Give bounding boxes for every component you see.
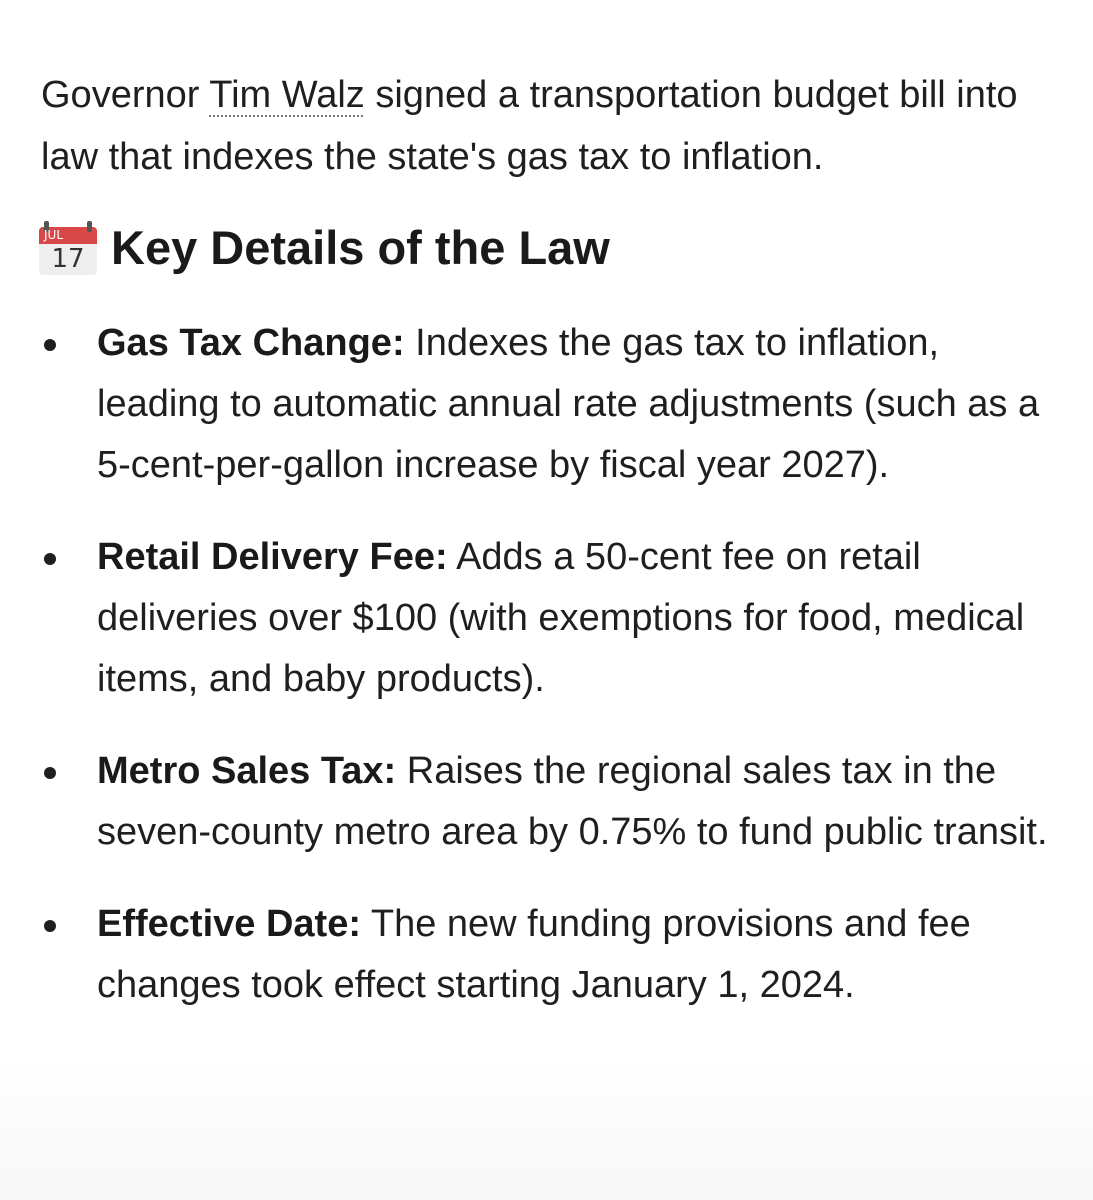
bullet-icon (44, 920, 56, 932)
list-item-text: The new funding provisions and fee changes took effect starting January 1, 2024. (97, 903, 971, 1006)
list-item-label: Gas Tax Change: (97, 322, 405, 364)
list-item-retail-delivery-fee (0, 527, 1093, 710)
details-list (0, 313, 1093, 1047)
intro-prefix: Governor (41, 74, 210, 116)
section-title: Key Details of the Law (111, 221, 610, 274)
tim-walz-link[interactable]: Tim Walz (209, 74, 365, 116)
calendar-icon-month: JUL (44, 228, 64, 242)
intro-suffix: signed a transportation budget bill into law that indexes the state's gas tax to inflation. (41, 74, 1018, 178)
list-item-text: Indexes the gas tax to inflation, leading to automatic annual rate adjustments (such as a 5-cent-per-gallon increase by fiscal year 2027). (97, 322, 1040, 486)
calendar-icon-day: 17 (51, 244, 85, 274)
bullet-icon (44, 767, 56, 779)
list-item-label: Effective Date: (97, 903, 361, 945)
intro-paragraph (41, 64, 1061, 188)
list-item-text: Raises the regional sales tax in the seven-county metro area by 0.75% to fund public transit. (97, 750, 1048, 853)
bullet-icon (44, 553, 56, 565)
calendar-icon (39, 221, 97, 275)
list-item-text: Adds a 50-cent fee on retail deliveries over $100 (with exemptions for food, medical items, and baby products). (97, 536, 1025, 700)
section-heading (39, 218, 610, 278)
list-item-label: Retail Delivery Fee: (97, 536, 448, 578)
list-item-metro-sales-tax (0, 741, 1093, 863)
list-item-effective-date (0, 894, 1093, 1016)
list-item-gas-tax-change (0, 313, 1093, 496)
list-item-label: Metro Sales Tax: (97, 750, 397, 792)
bullet-icon (44, 339, 56, 351)
